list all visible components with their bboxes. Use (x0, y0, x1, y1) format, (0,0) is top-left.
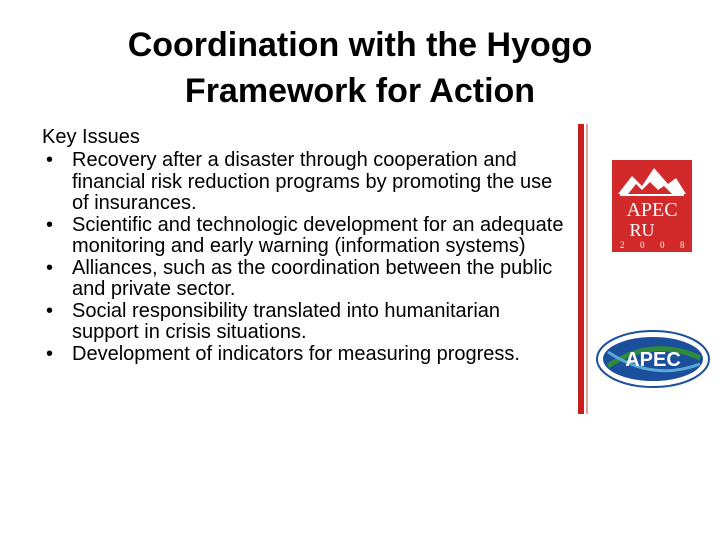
bullet-item: • Alliances, such as the coordination between the public and private sector. (42, 258, 572, 301)
red-divider-bar (578, 124, 584, 414)
bullet-item: • Scientific and technologic development for an adequate monitoring and early warning (information systems) (42, 215, 572, 258)
slide-title (60, 22, 660, 114)
apec-ru-text-top: APEC (626, 199, 678, 221)
year-digit: 2 (620, 240, 625, 250)
apec-ru-text-mid: RU (629, 220, 655, 240)
title-line-2: Framework for Action (184, 72, 536, 110)
bullet-item: • Development of indicators for measuring progress. (42, 344, 572, 366)
year-digit: 0 (660, 240, 665, 250)
bullet-item: • Recovery after a disaster through cooperation and financial risk reduction programs by promoting the use of insurances. (42, 150, 572, 215)
bullet-item: • Social responsibility translated into humanitarian support in crisis situations. (42, 301, 572, 344)
bullet-list (42, 150, 572, 365)
year-digit: 0 (640, 240, 645, 250)
title-line-1: Coordination with the Hyogo (127, 26, 593, 64)
year-digit: 8 (680, 240, 685, 250)
key-issues-heading: Key Issues (42, 126, 140, 148)
apec-logo (596, 330, 710, 388)
apec-logo-text: APEC (625, 349, 681, 371)
red-divider-line (586, 124, 588, 414)
apec-ru-2008-logo (612, 160, 692, 252)
